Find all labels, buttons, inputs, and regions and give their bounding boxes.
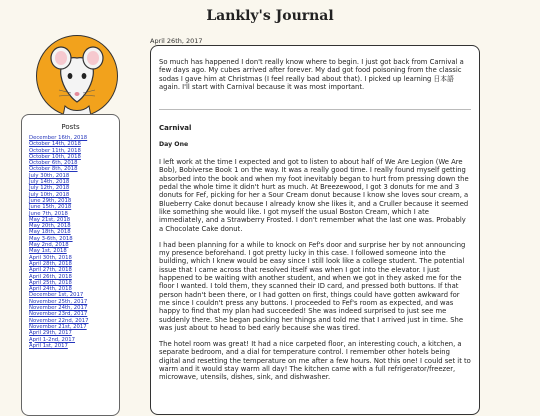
post-link[interactable]: July 10th, 2018 bbox=[29, 191, 70, 198]
post-link[interactable]: June 15th, 2018 bbox=[29, 204, 72, 211]
post-link[interactable]: May 2nd, 2018 bbox=[29, 242, 69, 249]
post-link[interactable]: April 29th, 2017 bbox=[29, 330, 72, 337]
post-link[interactable]: November 23rd, 2017 bbox=[29, 311, 88, 318]
post-link[interactable]: April 27th, 2018 bbox=[29, 267, 72, 274]
post-link[interactable]: April 1-2nd, 2017 bbox=[29, 336, 76, 343]
subsection-title: Day One bbox=[159, 141, 189, 149]
post-link[interactable]: June 7th, 2018 bbox=[29, 210, 68, 217]
post-link[interactable]: May 20th, 2018 bbox=[29, 223, 71, 230]
post-link[interactable]: October 11th, 2018 bbox=[29, 147, 81, 154]
post-link[interactable]: May 21st, 2018 bbox=[29, 216, 71, 223]
post-intro: So much has happened I don't really know where to begin. I just got back from Carnival a few days ago. My cubes arrived after forever. My dad got food poisoning from the classic sodas I gave him at Christmas (I feel really bad about that). I picked up learning 日本語 again. I'll start with Carnival because it was most important. bbox=[159, 58, 464, 91]
post-link[interactable]: April 26th, 2018 bbox=[29, 273, 72, 280]
post-link[interactable]: October 10th, 2018 bbox=[29, 153, 81, 160]
post-link[interactable]: November 22nd, 2017 bbox=[29, 317, 89, 324]
post-card bbox=[150, 45, 480, 415]
post-link[interactable]: June 29th, 2018 bbox=[29, 197, 72, 204]
post-link[interactable]: April 24th, 2018 bbox=[29, 286, 72, 293]
post-link[interactable]: October 8th, 2018 bbox=[29, 166, 78, 173]
post-link[interactable]: July 30th, 2018 bbox=[29, 172, 70, 179]
post-link[interactable]: July 12th, 2018 bbox=[29, 185, 70, 192]
post-link[interactable]: April 1st, 2017 bbox=[29, 342, 68, 349]
post-link[interactable]: May 18th, 2018 bbox=[29, 229, 71, 236]
post-paragraph: I had been planning for a while to knock on Fef's door and surprise her by not announcing my presence beforehand. I got pretty lucky in this case. I followed someone into the building, which I knew would be easy since I still look like a college student. The potential issue that I came across that resolved itself was when I got into the elevator. I just happened to be waiting with another student, and when we got in they asked me for the floor I wanted. I told them, they scanned their ID card, and pressed both buttons. If that person hadn't been there, or I had gotten on first, things could have gotten awkward for me since I couldn't press any buttons. I proceeded to Fef's room as expected, and was happy to find that my plan had succeeded! She was indeed surprised to just see me suddenly there. She began packing her things and told me that I arrived just in time. She was just about to head to bed early because she was tired. bbox=[159, 240, 466, 332]
post-link[interactable]: July 14th, 2018 bbox=[29, 179, 70, 186]
post-link[interactable]: October 6th, 2018 bbox=[29, 160, 78, 167]
rat-avatar-icon bbox=[37, 36, 117, 116]
posts-heading: Posts bbox=[61, 123, 80, 131]
posts-list bbox=[22, 135, 119, 349]
post-date: April 26th, 2017 bbox=[150, 37, 203, 45]
post-link[interactable]: May 3-6th, 2018 bbox=[29, 235, 73, 242]
post-link[interactable]: December 1st, 2017 bbox=[29, 292, 84, 299]
site-title: Lankly's Journal bbox=[206, 8, 334, 24]
posts-sidebar bbox=[21, 114, 120, 416]
avatar bbox=[36, 35, 118, 117]
post-link[interactable]: April 30th, 2018 bbox=[29, 254, 72, 261]
post-link[interactable]: October 14th, 2018 bbox=[29, 141, 81, 148]
post-link[interactable]: November 25th, 2017 bbox=[29, 298, 88, 305]
post-link[interactable]: November 21st, 2017 bbox=[29, 323, 87, 330]
post-link[interactable]: November 24th, 2017 bbox=[29, 305, 88, 312]
post-link[interactable]: April 25th, 2018 bbox=[29, 279, 72, 286]
post-link[interactable]: May 1st, 2018 bbox=[29, 248, 67, 255]
post-link[interactable]: December 16th, 2018 bbox=[29, 135, 88, 141]
section-divider bbox=[159, 109, 471, 110]
post-paragraph: The hotel room was great! It had a nice carpeted floor, an interesting couch, a kitchen, a separate bedroom, and a dial for temperature control. I remember other hotels being digital and resetting the temperature on me after a few hours. Not this one! I could set it to warm and it would stay warm all day! The kitchen came with a full refrigerator/freezer, microwave, utensils, dishes, sink, and dishwasher. bbox=[159, 340, 471, 382]
post-paragraph: I left work at the time I expected and got to listen to about half of We Are Legion (We Are Bob), Bobiverse Book 1 on the way. It was a really good time. I really found myself getting absorbed into the book and when my foot inevitably began to hurt from pressing down the pedal the whole time it didn't hurt as much. At Breezewood, I got 3 donuts for me and 3 donuts for Fef, picking for her a Sour Cream donut because I know she loves sour cream, a Blueberry Cake donut because I already know she likes it, and a Cruller because it seemed like something she would like. I got myself the usual Boston Cream, which I ate immediately, and a Strawberry Frosted. I don't remember what the last one was. Probably a Chocolate Cake donut. bbox=[159, 158, 469, 233]
section-title: Carnival bbox=[159, 124, 192, 133]
post-link[interactable]: April 28th, 2018 bbox=[29, 260, 72, 267]
